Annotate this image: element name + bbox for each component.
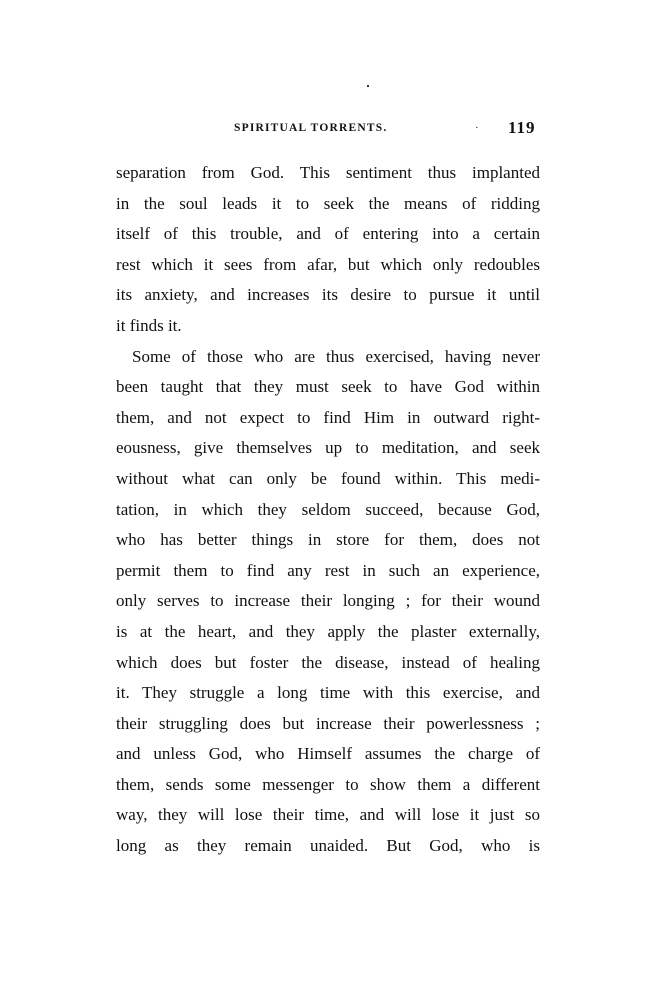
text-line: which does but foster the disease, instead of healing <box>116 652 540 672</box>
text-line: their struggling does but increase their powerlessness ; <box>116 713 540 733</box>
print-speck <box>367 85 369 87</box>
text-line: is at the heart, and they apply the plaster externally, <box>116 621 540 641</box>
text-line: its anxiety, and increases its desire to pursue it until <box>116 285 540 305</box>
paragraph-2 <box>116 342 540 862</box>
page-header <box>0 118 654 140</box>
text-line: them, sends some messenger to show them a different <box>116 774 540 794</box>
text-line: eousness, give themselves up to meditation, and seek <box>116 438 540 458</box>
header-separator: · <box>475 122 479 134</box>
text-line: tation, in which they seldom succeed, because God, <box>116 499 540 519</box>
paragraph-1 <box>116 158 540 342</box>
text-line: long as they remain unaided. But God, who is <box>116 836 540 856</box>
text-line: rest which it sees from afar, but which only redoubles <box>116 254 540 274</box>
body-text <box>116 158 540 862</box>
text-line: who has better things in store for them, does not <box>116 530 540 550</box>
text-line: been taught that they must seek to have God within <box>116 377 540 397</box>
text-line: way, they will lose their time, and will lose it just so <box>116 805 540 825</box>
text-line: permit them to find any rest in such an experience, <box>116 560 540 580</box>
text-line: Some of those who are thus exercised, having never <box>132 346 540 366</box>
running-title: SPIRITUAL TORRENTS. <box>234 122 388 134</box>
page-number: 119 <box>508 118 536 137</box>
text-line: them, and not expect to find Him in outward right- <box>116 407 540 427</box>
text-line: separation from God. This sentiment thus implanted <box>116 163 540 182</box>
text-line: it. They struggle a long time with this exercise, and <box>116 683 540 703</box>
text-line: only serves to increase their longing ; for their wound <box>116 591 540 611</box>
text-line: without what can only be found within. This medi- <box>116 468 540 488</box>
text-line: and unless God, who Himself assumes the charge of <box>116 744 540 764</box>
text-line: itself of this trouble, and of entering into a certain <box>116 224 540 244</box>
text-line: in the soul leads it to seek the means of ridding <box>116 193 540 213</box>
text-line: it finds it. <box>116 315 182 335</box>
